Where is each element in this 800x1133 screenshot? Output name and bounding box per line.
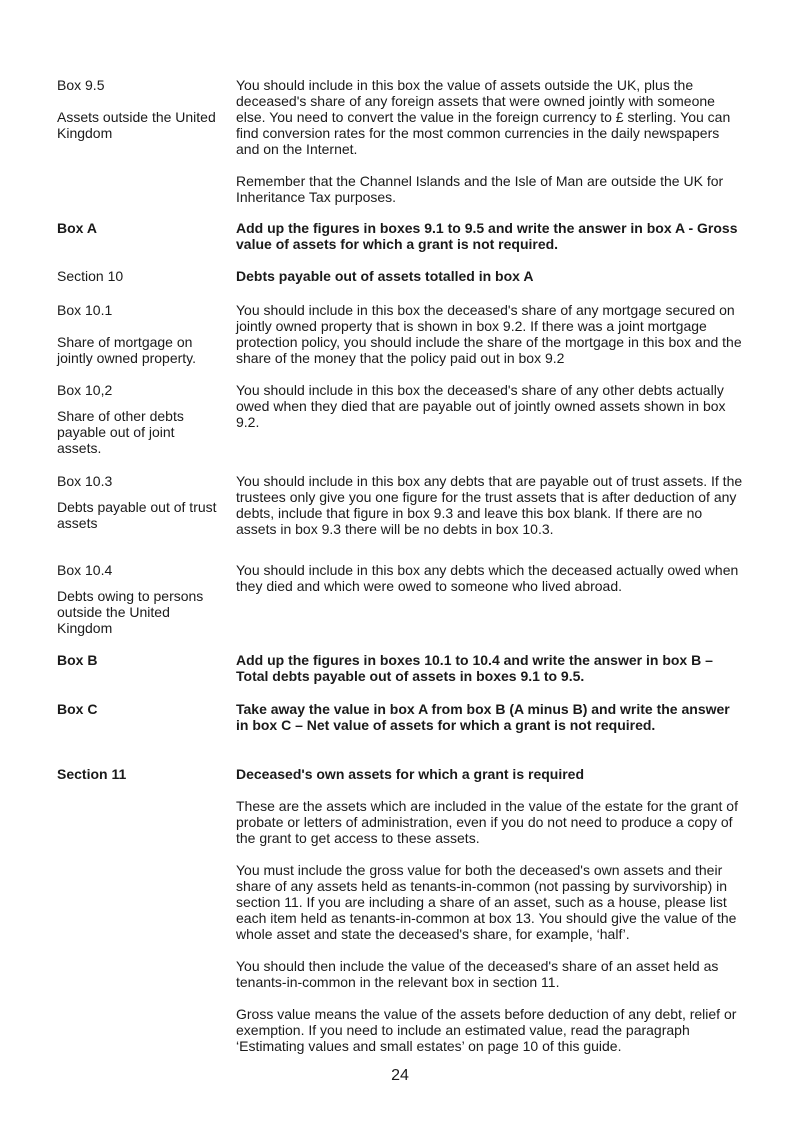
section-heading: Debts payable out of assets totalled in box A [236,268,534,284]
row-label: Box 10,2 [57,382,113,398]
row-label: Box 10.1 [57,302,113,318]
row-label: Box 9.5 [57,77,105,93]
row-paragraph: You should include in this box any debts which the deceased actually owed when they died and which were owed to someone who lived abroad. [236,562,739,594]
row-paragraph: You should include in this box the deceased's share of any mortgage secured on jointly owned property that is shown in box 9.2. If there was a joint mortgage protection policy, you should include the share of the mortgage in this box and the share of the money that the policy paid out in box 9.2 [236,302,742,366]
row-label: Box C [57,701,98,717]
row-sublabel: Debts owing to persons outside the United Kingdom [57,588,204,636]
row-sublabel: Share of other debts payable out of joint assets. [57,408,184,456]
row-paragraph: Remember that the Channel Islands and the Isle of Man are outside the UK for Inheritance Tax purposes. [236,173,724,205]
row-label: Section 11 [57,766,127,782]
row-label: Box 10.4 [57,562,113,578]
row-sublabel: Share of mortgage on jointly owned property. [57,334,197,366]
row-paragraph: Take away the value in box A from box B (A minus B) and write the answer in box C – Net value of assets for which a grant is not required. [236,701,730,733]
row-paragraph: You should then include the value of the deceased's share of an asset held as tenants-in-common in the relevant box in section 11. [236,958,719,990]
row-paragraph: You should include in this box any debts that are payable out of trust assets. If the trustees only give you one figure for the trust assets that is after deduction of any debts, include that figure in box 9.3 and leave this box blank. If there are no assets in box 9.3 there will be no debts in box 10.3. [236,473,743,537]
page-number: 24 [391,1067,409,1084]
row-paragraph: Add up the figures in boxes 10.1 to 10.4 and write the answer in box B – Total debts payable out of assets in boxes 9.1 to 9.5. [236,652,713,684]
row-paragraph: Gross value means the value of the assets before deduction of any debt, relief or exemption. If you need to include an estimated value, read the paragraph ‘Estimating values and small estates’ on page 10 of this guide. [236,1006,737,1054]
row-label: Box B [57,652,98,668]
row-label: Box A [57,220,97,236]
row-paragraph: These are the assets which are included in the value of the estate for the grant of probate or letters of administration, even if you do not need to produce a copy of the grant to get access to these assets. [236,798,738,846]
row-paragraph: You should include in this box the value of assets outside the UK, plus the deceased's share of any foreign assets that were owned jointly with someone else. You need to convert the value in the foreign currency to £ sterling. You can find conversion rates for the most common currencies in the daily newspapers and on the Internet. [236,77,731,157]
row-label: Box 10.3 [57,473,113,489]
row-paragraph: You should include in this box the deceased's share of any other debts actually owed when they died that are payable out of jointly owned assets shown in box 9.2. [236,382,726,430]
row-paragraph: Add up the figures in boxes 9.1 to 9.5 and write the answer in box A - Gross value of assets for which a grant is not required. [236,220,738,252]
row-sublabel: Debts payable out of trust assets [57,499,217,531]
row-label: Section 10 [57,268,124,284]
section-heading: Deceased's own assets for which a grant is required [236,766,585,782]
row-paragraph: You must include the gross value for both the deceased's own assets and their share of any assets held as tenants-in-common (not passing by survivorship) in section 11. If you are including a share of an asset, such as a house, please list each item held as tenants-in-common at box 13. You should give the value of the whole asset and state the deceased's share, for example, ‘half’. [236,862,737,942]
row-sublabel: Assets outside the United Kingdom [57,109,216,141]
